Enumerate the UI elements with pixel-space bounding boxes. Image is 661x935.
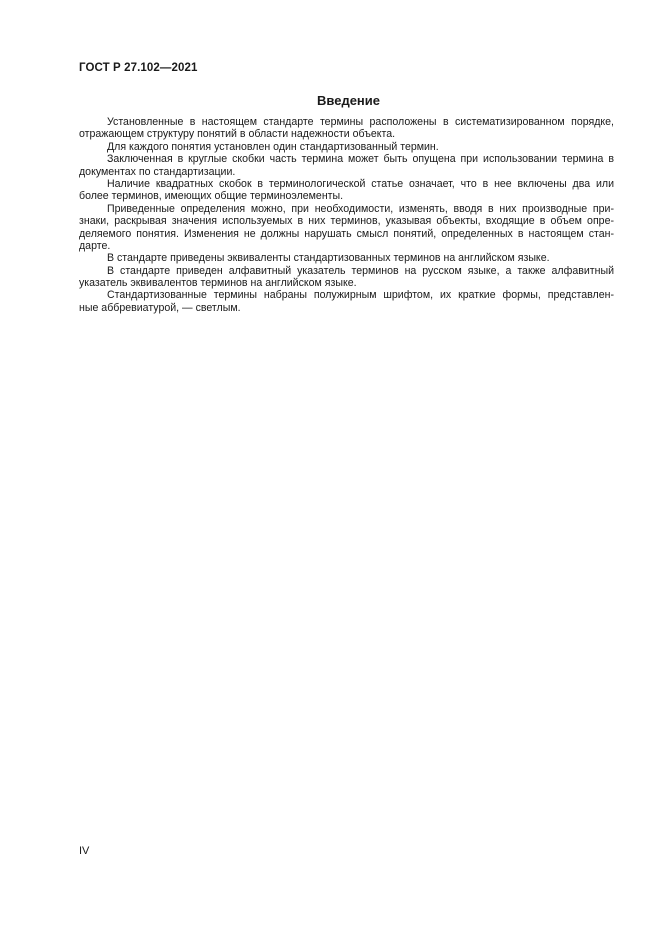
paragraph-8 (79, 289, 614, 314)
text-line: дарте. (79, 239, 111, 252)
text-line: отражающем структуру понятий в области надежности объекта. (79, 128, 396, 141)
text-line: Для каждого понятия установлен один стандартизованный термин. (107, 140, 439, 153)
text-line: В стандарте приведен алфавитный указатель терминов на русском языке, а также алфавитный (107, 264, 614, 277)
text-line: более терминов, имеющих общие терминоэлементы. (79, 190, 344, 203)
text-line: документах по стандартизации. (79, 165, 236, 178)
text-line: Стандартизованные термины набраны полужирным шрифтом, их краткие формы, представлен- (107, 289, 614, 302)
text-line: ные аббревиатурой, — светлым. (79, 301, 241, 314)
text-line: В стандарте приведены эквиваленты стандартизованных терминов на английском языке. (107, 252, 550, 265)
paragraph-5 (79, 203, 614, 253)
document-header-id: ГОСТ Р 27.102—2021 (79, 62, 198, 74)
paragraph-7 (79, 265, 614, 290)
text-line: деляемого понятия. Изменения не должны нарушать смысл понятий, определенных в настоящем стан- (79, 227, 614, 240)
section-title: Введение (317, 93, 380, 108)
text-line: Заключенная в круглые скобки часть термина может быть опущена при использовании термина в (107, 153, 614, 166)
text-line: указатель эквивалентов терминов на английском языке. (79, 277, 357, 290)
paragraph-4 (79, 178, 614, 203)
text-line: Наличие квадратных скобок в терминологической статье означает, что в нее включены два или (107, 177, 614, 190)
introduction-body (79, 116, 614, 314)
page-number: IV (79, 845, 90, 857)
text-line: Приведенные определения можно, при необходимости, изменять, вводя в них производные при- (107, 202, 614, 215)
paragraph-2 (79, 141, 614, 153)
paragraph-1 (79, 116, 614, 141)
text-line: Установленные в настоящем стандарте термины расположены в систематизированном порядке, (107, 116, 614, 128)
paragraph-6 (79, 252, 614, 264)
paragraph-3 (79, 153, 614, 178)
text-line: знаки, раскрывая значения используемых в них терминов, указывая объекты, входящие в объем опре- (79, 215, 614, 228)
